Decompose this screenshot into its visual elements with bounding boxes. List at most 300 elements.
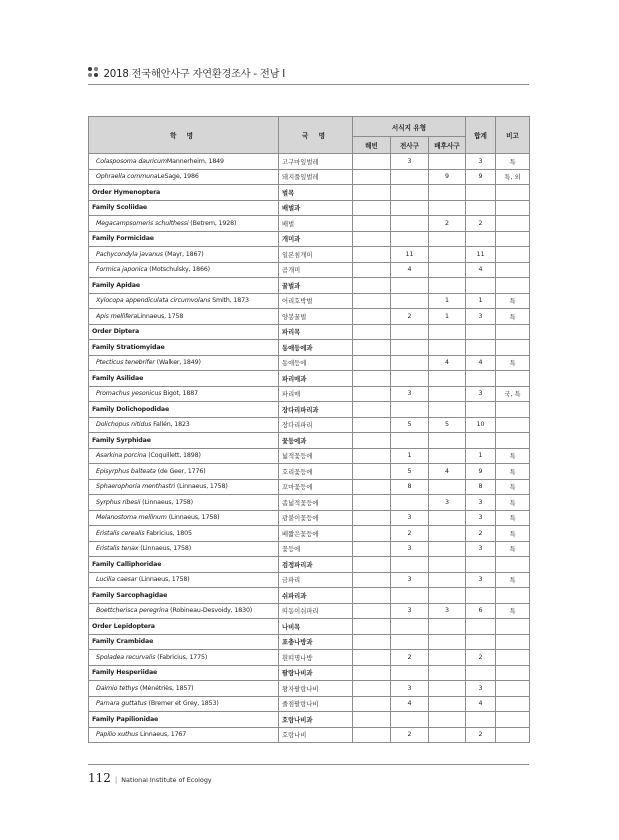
backdune-cell: 5 (429, 417, 466, 433)
scientific-name: Asarkina porcina (96, 452, 147, 460)
beach-cell (353, 510, 391, 526)
author-citation: (Walker, 1849) (154, 359, 201, 367)
scientific-name-cell (89, 386, 279, 402)
author-citation: Fallén, 1823 (151, 421, 190, 429)
scientific-name-cell (89, 169, 279, 185)
table-row (89, 572, 530, 588)
backdune-cell (429, 634, 466, 650)
beach-cell (353, 169, 391, 185)
total-cell: 2 (466, 216, 496, 232)
foredune-cell: 3 (391, 386, 429, 402)
scientific-name: Ophraella communa (96, 173, 158, 181)
kor-cell: 줄점팔랑나비 (279, 696, 353, 712)
remark-cell (496, 340, 530, 356)
scientific-name-cell (89, 696, 279, 712)
remark-cell (496, 185, 530, 201)
remark-cell (496, 727, 530, 743)
remark-cell: 특 (496, 309, 530, 325)
scientific-name-cell (89, 681, 279, 697)
institute-name: National Institute of Ecology (121, 776, 212, 784)
foredune-cell: 2 (391, 650, 429, 666)
foredune-cell: 4 (391, 696, 429, 712)
remark-cell (496, 557, 530, 573)
foredune-cell: 5 (391, 464, 429, 480)
backdune-cell (429, 371, 466, 387)
total-cell: 3 (466, 572, 496, 588)
kor-cell: 벌목 (279, 185, 353, 201)
page-footer (88, 771, 212, 785)
backdune-cell: 4 (429, 464, 466, 480)
beach-cell (353, 464, 391, 480)
kor-cell: 검정파리과 (279, 557, 353, 573)
author-citation: (Bremer et Grey, 1853) (146, 700, 219, 708)
col-header-habitat-type: 서식지 유형 (353, 117, 466, 137)
col-header-beach: 해빈 (353, 137, 391, 154)
author-citation: LeSage, 1986 (157, 173, 199, 181)
total-cell (466, 200, 496, 216)
beach-cell (353, 696, 391, 712)
author-citation: Bigot, 1887 (161, 390, 198, 398)
total-cell (466, 402, 496, 418)
table-row (89, 650, 530, 666)
total-cell: 2 (466, 727, 496, 743)
foredune-cell: 3 (391, 510, 429, 526)
table-row (89, 169, 530, 185)
beach-cell (353, 371, 391, 387)
kor-cell: 꽃등에 (279, 541, 353, 557)
remark-cell (496, 200, 530, 216)
table-row (89, 727, 530, 743)
scientific-name-cell (89, 603, 279, 619)
kor-cell: 팔랑나비과 (279, 665, 353, 681)
beach-cell (353, 619, 391, 635)
scientific-name-cell (89, 200, 279, 216)
table-row (89, 495, 530, 511)
foredune-cell: 3 (391, 572, 429, 588)
table-row (89, 262, 530, 278)
beach-cell (353, 417, 391, 433)
table-row (89, 247, 530, 263)
kor-cell: 포충나방과 (279, 634, 353, 650)
backdune-cell (429, 340, 466, 356)
scientific-name-cell (89, 185, 279, 201)
kor-cell: 장다리파리 (279, 417, 353, 433)
kor-cell: 돼지풀잎벌레 (279, 169, 353, 185)
backdune-cell (429, 681, 466, 697)
remark-cell (496, 417, 530, 433)
remark-cell (496, 402, 530, 418)
remark-cell (496, 588, 530, 604)
kor-cell: 좀넓적꽃등에 (279, 495, 353, 511)
running-header (88, 64, 529, 80)
beach-cell (353, 541, 391, 557)
scientific-name-cell (89, 479, 279, 495)
total-cell (466, 371, 496, 387)
foredune-cell (391, 371, 429, 387)
scientific-name-cell (89, 634, 279, 650)
kor-cell: 어리호박벌 (279, 293, 353, 309)
remark-cell (496, 216, 530, 232)
total-cell: 3 (466, 386, 496, 402)
table-row-family (89, 200, 530, 216)
remark-cell: 국, 특 (496, 386, 530, 402)
foredune-cell (391, 278, 429, 294)
scientific-name: Eristalis cerealis (96, 529, 145, 537)
total-cell: 4 (466, 355, 496, 371)
scientific-name: Family Stratiomyidae (92, 343, 165, 351)
foredune-cell: 5 (391, 417, 429, 433)
foredune-cell (391, 185, 429, 201)
footer-rule (88, 764, 529, 765)
backdune-cell (429, 712, 466, 728)
scientific-name: Parnara guttatus (96, 700, 147, 708)
foredune-cell (391, 324, 429, 340)
scientific-name-cell (89, 495, 279, 511)
scientific-name: Order Lepidoptera (92, 622, 155, 630)
scientific-name-cell (89, 154, 279, 170)
foredune-cell (391, 433, 429, 449)
total-cell: 3 (466, 154, 496, 170)
remark-cell: 특 (496, 603, 530, 619)
scientific-name-cell (89, 324, 279, 340)
kor-cell: 금파리 (279, 572, 353, 588)
author-citation: Smith, 1873 (210, 297, 249, 305)
total-cell: 4 (466, 696, 496, 712)
beach-cell (353, 727, 391, 743)
beach-cell (353, 448, 391, 464)
total-cell (466, 634, 496, 650)
foredune-cell: 1 (391, 448, 429, 464)
backdune-cell: 3 (429, 603, 466, 619)
scientific-name-cell (89, 588, 279, 604)
backdune-cell (429, 278, 466, 294)
scientific-name: Family Papilionidae (92, 715, 159, 723)
total-cell: 3 (466, 309, 496, 325)
backdune-cell (429, 696, 466, 712)
beach-cell (353, 355, 391, 371)
scientific-name-cell (89, 510, 279, 526)
author-citation: Linnaeus, 1767 (138, 731, 187, 739)
scientific-name: Family Syrphidae (92, 436, 151, 444)
total-cell: 1 (466, 293, 496, 309)
header-title: 2018 전국해안사구 자연환경조사 - 전남 I (103, 68, 286, 80)
kor-cell: 양봉꿀벌 (279, 309, 353, 325)
backdune-cell (429, 448, 466, 464)
remark-cell: 특 (496, 541, 530, 557)
table-row-family (89, 712, 530, 728)
kor-cell: 배벌 (279, 216, 353, 232)
header-rule (88, 84, 529, 85)
backdune-cell: 1 (429, 293, 466, 309)
author-citation: (Motschulsky, 1866) (147, 266, 210, 274)
col-header-total: 합계 (466, 117, 496, 154)
scientific-name-cell (89, 231, 279, 247)
scientific-name: Pachycondyla javanus (96, 250, 163, 258)
scientific-name-cell (89, 433, 279, 449)
beach-cell (353, 479, 391, 495)
beach-cell (353, 340, 391, 356)
author-citation: Linnaeus, 1758 (137, 312, 184, 320)
col-header-remark: 비고 (496, 117, 530, 154)
backdune-cell: 3 (429, 495, 466, 511)
table-row-family (89, 557, 530, 573)
remark-cell: 특 (496, 154, 530, 170)
foredune-cell (391, 200, 429, 216)
beach-cell (353, 603, 391, 619)
kor-cell: 쉬파리과 (279, 588, 353, 604)
scientific-name-cell (89, 619, 279, 635)
beach-cell (353, 712, 391, 728)
total-cell (466, 712, 496, 728)
kor-cell: 호리꽃등에 (279, 464, 353, 480)
backdune-cell: 9 (429, 169, 466, 185)
backdune-cell (429, 200, 466, 216)
scientific-name-cell (89, 309, 279, 325)
foredune-cell: 4 (391, 262, 429, 278)
table-row (89, 603, 530, 619)
table-row (89, 355, 530, 371)
remark-cell (496, 278, 530, 294)
author-citation: (de Geer, 1776) (155, 467, 206, 475)
scientific-name-cell (89, 402, 279, 418)
author-citation: Fabricius, 1805 (144, 529, 192, 537)
scientific-name-cell (89, 464, 279, 480)
total-cell: 1 (466, 448, 496, 464)
backdune-cell: 2 (429, 216, 466, 232)
scientific-name: Papilio xuthus (96, 731, 139, 739)
total-cell (466, 433, 496, 449)
backdune-cell (429, 433, 466, 449)
table-row (89, 510, 530, 526)
scientific-name: Family Calliphoridae (92, 560, 162, 568)
total-cell (466, 185, 496, 201)
beach-cell (353, 231, 391, 247)
total-cell (466, 278, 496, 294)
scientific-name-cell (89, 650, 279, 666)
table-row (89, 526, 530, 542)
foredune-cell (391, 495, 429, 511)
foredune-cell (391, 293, 429, 309)
table-row (89, 448, 530, 464)
table-row-order (89, 185, 530, 201)
foredune-cell (391, 557, 429, 573)
foredune-cell (391, 231, 429, 247)
beach-cell (353, 665, 391, 681)
total-cell: 4 (466, 262, 496, 278)
scientific-name-cell (89, 541, 279, 557)
remark-cell: 특 (496, 355, 530, 371)
kor-cell: 파리매 (279, 386, 353, 402)
foredune-cell (391, 665, 429, 681)
scientific-name: Boettcherisca peregrina (96, 607, 169, 615)
table-row (89, 293, 530, 309)
scientific-name-cell (89, 448, 279, 464)
kor-cell: 고구마잎벌레 (279, 154, 353, 170)
scientific-name-cell (89, 526, 279, 542)
table-row (89, 541, 530, 557)
kor-cell: 장다리파리과 (279, 402, 353, 418)
backdune-cell: 1 (429, 309, 466, 325)
remark-cell: 특 (496, 526, 530, 542)
author-citation: (Betrem, 1928) (188, 219, 237, 227)
table-row-family (89, 588, 530, 604)
backdune-cell (429, 588, 466, 604)
beach-cell (353, 247, 391, 263)
scientific-name: Promachus yesonicus (96, 390, 162, 398)
foredune-cell (391, 712, 429, 728)
remark-cell (496, 371, 530, 387)
backdune-cell (429, 262, 466, 278)
backdune-cell (429, 572, 466, 588)
kor-cell: 넓적꽃등에 (279, 448, 353, 464)
author-citation: (Robineau-Desvoidy, 1830) (168, 607, 253, 615)
species-table (88, 116, 530, 743)
remark-cell (496, 262, 530, 278)
kor-cell: 띠동이쉬파리 (279, 603, 353, 619)
backdune-cell (429, 526, 466, 542)
total-cell: 2 (466, 650, 496, 666)
total-cell (466, 231, 496, 247)
total-cell (466, 340, 496, 356)
table-row (89, 309, 530, 325)
backdune-cell (429, 386, 466, 402)
author-citation: (Fabricius, 1775) (155, 653, 208, 661)
kor-cell: 파리매과 (279, 371, 353, 387)
table-row-family (89, 340, 530, 356)
backdune-cell (429, 541, 466, 557)
kor-cell: 호랑나비 (279, 727, 353, 743)
scientific-name-cell (89, 278, 279, 294)
backdune-cell (429, 402, 466, 418)
kor-cell: 꿀벌과 (279, 278, 353, 294)
total-cell: 8 (466, 479, 496, 495)
author-citation: (Linnaeus, 1758) (140, 498, 193, 506)
foredune-cell (391, 169, 429, 185)
total-cell: 9 (466, 464, 496, 480)
author-citation: (Linnaeus, 1758) (166, 514, 220, 522)
table-body (89, 154, 530, 743)
scientific-name: Eristalis tenax (96, 545, 139, 553)
kor-cell: 왕자팔랑나비 (279, 681, 353, 697)
remark-cell (496, 433, 530, 449)
footer-separator: | (114, 776, 118, 784)
remark-cell (496, 712, 530, 728)
kor-cell: 나비목 (279, 619, 353, 635)
total-cell: 3 (466, 510, 496, 526)
scientific-name: Syrphus ribesii (96, 498, 141, 506)
scientific-name: Xylocopa appendiculata circumvolans (96, 297, 211, 305)
beach-cell (353, 262, 391, 278)
beach-cell (353, 557, 391, 573)
scientific-name: Family Crambidae (92, 638, 154, 646)
remark-cell: 특 (496, 510, 530, 526)
backdune-cell (429, 479, 466, 495)
author-citation: (Ménétriès, 1857) (138, 684, 194, 692)
total-cell (466, 619, 496, 635)
backdune-cell (429, 185, 466, 201)
scientific-name: Episyrphus balteata (96, 467, 156, 475)
foredune-cell: 2 (391, 727, 429, 743)
scientific-name-cell (89, 262, 279, 278)
remark-cell (496, 634, 530, 650)
scientific-name: Daimio tethys (96, 684, 139, 692)
backdune-cell (429, 650, 466, 666)
foredune-cell: 3 (391, 154, 429, 170)
table-row (89, 216, 530, 232)
kor-cell: 꼬마꽃등에 (279, 479, 353, 495)
beach-cell (353, 324, 391, 340)
backdune-cell: 4 (429, 355, 466, 371)
total-cell: 3 (466, 681, 496, 697)
beach-cell (353, 309, 391, 325)
scientific-name: Family Sarcophagidae (92, 591, 168, 599)
table-row-family (89, 278, 530, 294)
beach-cell (353, 154, 391, 170)
total-cell: 11 (466, 247, 496, 263)
scientific-name-cell (89, 247, 279, 263)
remark-cell: 특 (496, 293, 530, 309)
remark-cell (496, 619, 530, 635)
scientific-name-cell (89, 557, 279, 573)
scientific-name: Lucilia caesar (96, 576, 137, 584)
author-citation: (Linnaeus, 1758) (175, 483, 228, 491)
kor-cell: 배짧은꽃등에 (279, 526, 353, 542)
beach-cell (353, 216, 391, 232)
kor-cell: 개미과 (279, 231, 353, 247)
total-cell (466, 324, 496, 340)
scientific-name: Formica japonica (96, 266, 148, 274)
scientific-name: Dolichopus nitidus (96, 421, 152, 429)
foredune-cell: 11 (391, 247, 429, 263)
total-cell (466, 557, 496, 573)
remark-cell (496, 231, 530, 247)
backdune-cell (429, 510, 466, 526)
scientific-name: Colasposoma dauricum (96, 157, 167, 165)
scientific-name: Order Hymenoptera (92, 188, 161, 196)
total-cell: 9 (466, 169, 496, 185)
beach-cell (353, 588, 391, 604)
table-row-family (89, 634, 530, 650)
beach-cell (353, 293, 391, 309)
beach-cell (353, 433, 391, 449)
table-row (89, 479, 530, 495)
kor-cell: 곰개미 (279, 262, 353, 278)
beach-cell (353, 495, 391, 511)
total-cell: 3 (466, 541, 496, 557)
kor-cell: 꽃등에과 (279, 433, 353, 449)
scientific-name: Ptecticus tenebrifer (96, 359, 155, 367)
scientific-name: Melanostoma mellinum (96, 514, 167, 522)
foredune-cell (391, 355, 429, 371)
scientific-name: Sphaerophoria menthastri (96, 483, 176, 491)
author-citation: (Linnaeus, 1758) (138, 545, 192, 553)
kor-cell: 호랑나비과 (279, 712, 353, 728)
table-row-order (89, 619, 530, 635)
kor-cell: 동애등에과 (279, 340, 353, 356)
beach-cell (353, 650, 391, 666)
table-row (89, 464, 530, 480)
foredune-cell: 2 (391, 309, 429, 325)
scientific-name: Family Dolichopodidae (92, 405, 170, 413)
remark-cell: 특, 외 (496, 169, 530, 185)
kor-cell: 동애등에 (279, 355, 353, 371)
beach-cell (353, 681, 391, 697)
backdune-cell (429, 619, 466, 635)
author-citation: (Linnaeus, 1758) (136, 576, 190, 584)
kor-cell: 광붙이꽃등에 (279, 510, 353, 526)
beach-cell (353, 526, 391, 542)
foredune-cell (391, 588, 429, 604)
